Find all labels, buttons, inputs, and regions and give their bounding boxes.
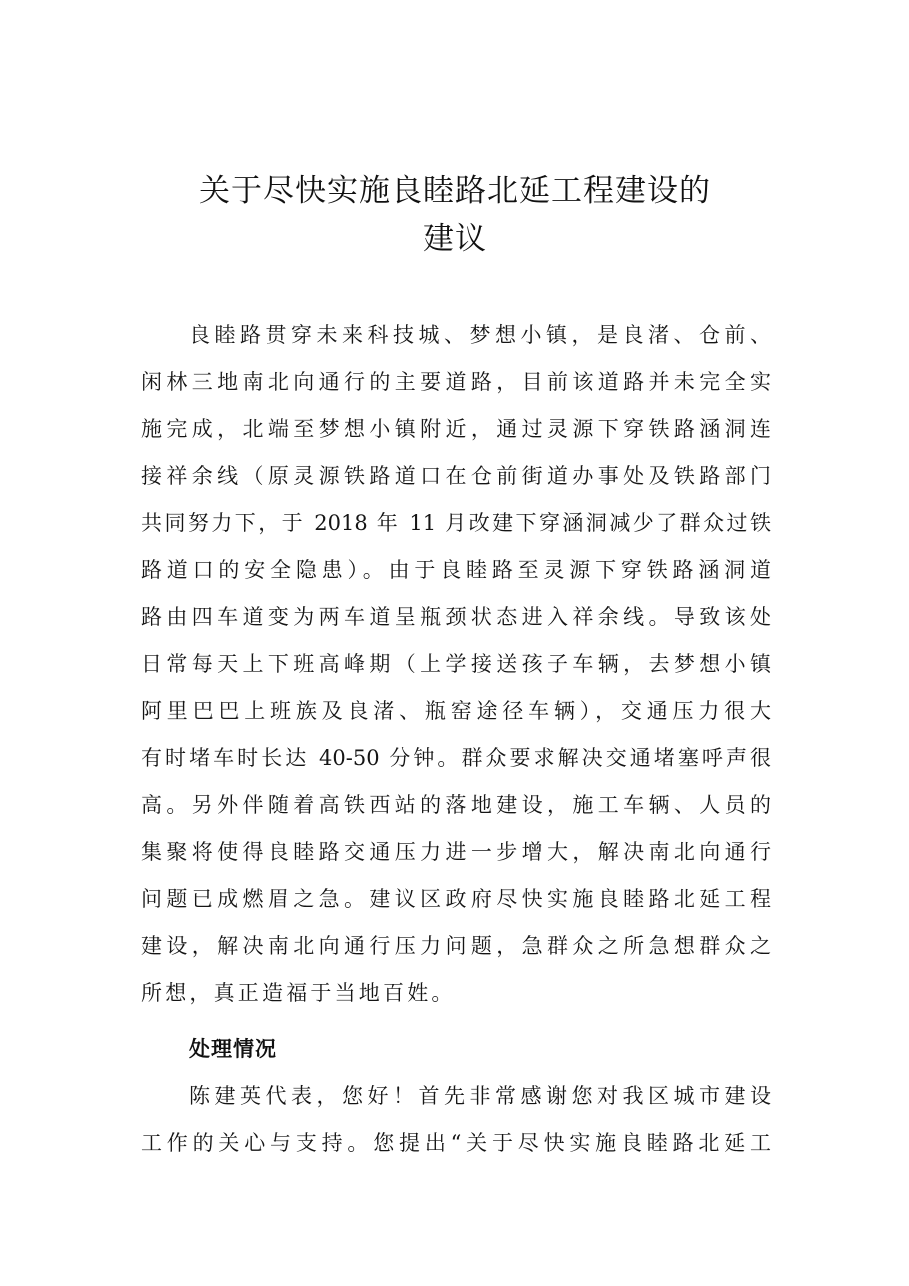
paragraph-line: 施完成，北端至梦想小镇附近，通过灵源下穿铁路涵洞连 xyxy=(141,417,771,441)
document-title-line-1: 关于尽快实施良睦路北延工程建设的 xyxy=(199,173,711,209)
paragraph-line: 问题已成燃眉之急。建议区政府尽快实施良睦路北延工程 xyxy=(141,887,771,911)
paragraph-line: 所想，真正造福于当地百姓。 xyxy=(141,981,456,1005)
paragraph-line: 闲林三地南北向通行的主要道路，目前该道路并未完全实 xyxy=(141,370,771,394)
paragraph-line: 路道口的安全隐患）。由于良睦路至灵源下穿铁路涵洞道 xyxy=(141,558,771,582)
paragraph-line: 集聚将使得良睦路交通压力进一步增大，解决南北向通行 xyxy=(141,840,771,864)
paragraph-line: 良睦路贯穿未来科技城、梦想小镇，是良渚、仓前、 xyxy=(189,323,771,347)
section-heading: 处理情况 xyxy=(189,1037,277,1061)
paragraph-line: 高。另外伴随着高铁西站的落地建设，施工车辆、人员的 xyxy=(141,793,771,817)
paragraph-line: 有时堵车时长达 40-50 分钟。群众要求解决交通堵塞呼声很 xyxy=(141,746,771,770)
paragraph-line: 日常每天上下班高峰期（上学接送孩子车辆，去梦想小镇 xyxy=(141,652,771,676)
paragraph-line: 路由四车道变为两车道呈瓶颈状态进入祥余线。导致该处 xyxy=(141,605,771,629)
paragraph-line: 共同努力下，于 2018 年 11 月改建下穿涵洞减少了群众过铁 xyxy=(141,511,771,535)
paragraph-line: 建设，解决南北向通行压力问题，急群众之所急想群众之 xyxy=(141,934,771,958)
document-title-line-2: 建议 xyxy=(423,221,487,257)
paragraph-line: 接祥余线（原灵源铁路道口在仓前街道办事处及铁路部门 xyxy=(141,464,771,488)
paragraph-line: 工作的关心与支持。您提出“关于尽快实施良睦路北延工 xyxy=(141,1131,771,1155)
paragraph-line: 阿里巴巴上班族及良渚、瓶窑途径车辆），交通压力很大 xyxy=(141,699,771,723)
paragraph-line: 陈建英代表，您好！首先非常感谢您对我区城市建设 xyxy=(189,1084,771,1108)
